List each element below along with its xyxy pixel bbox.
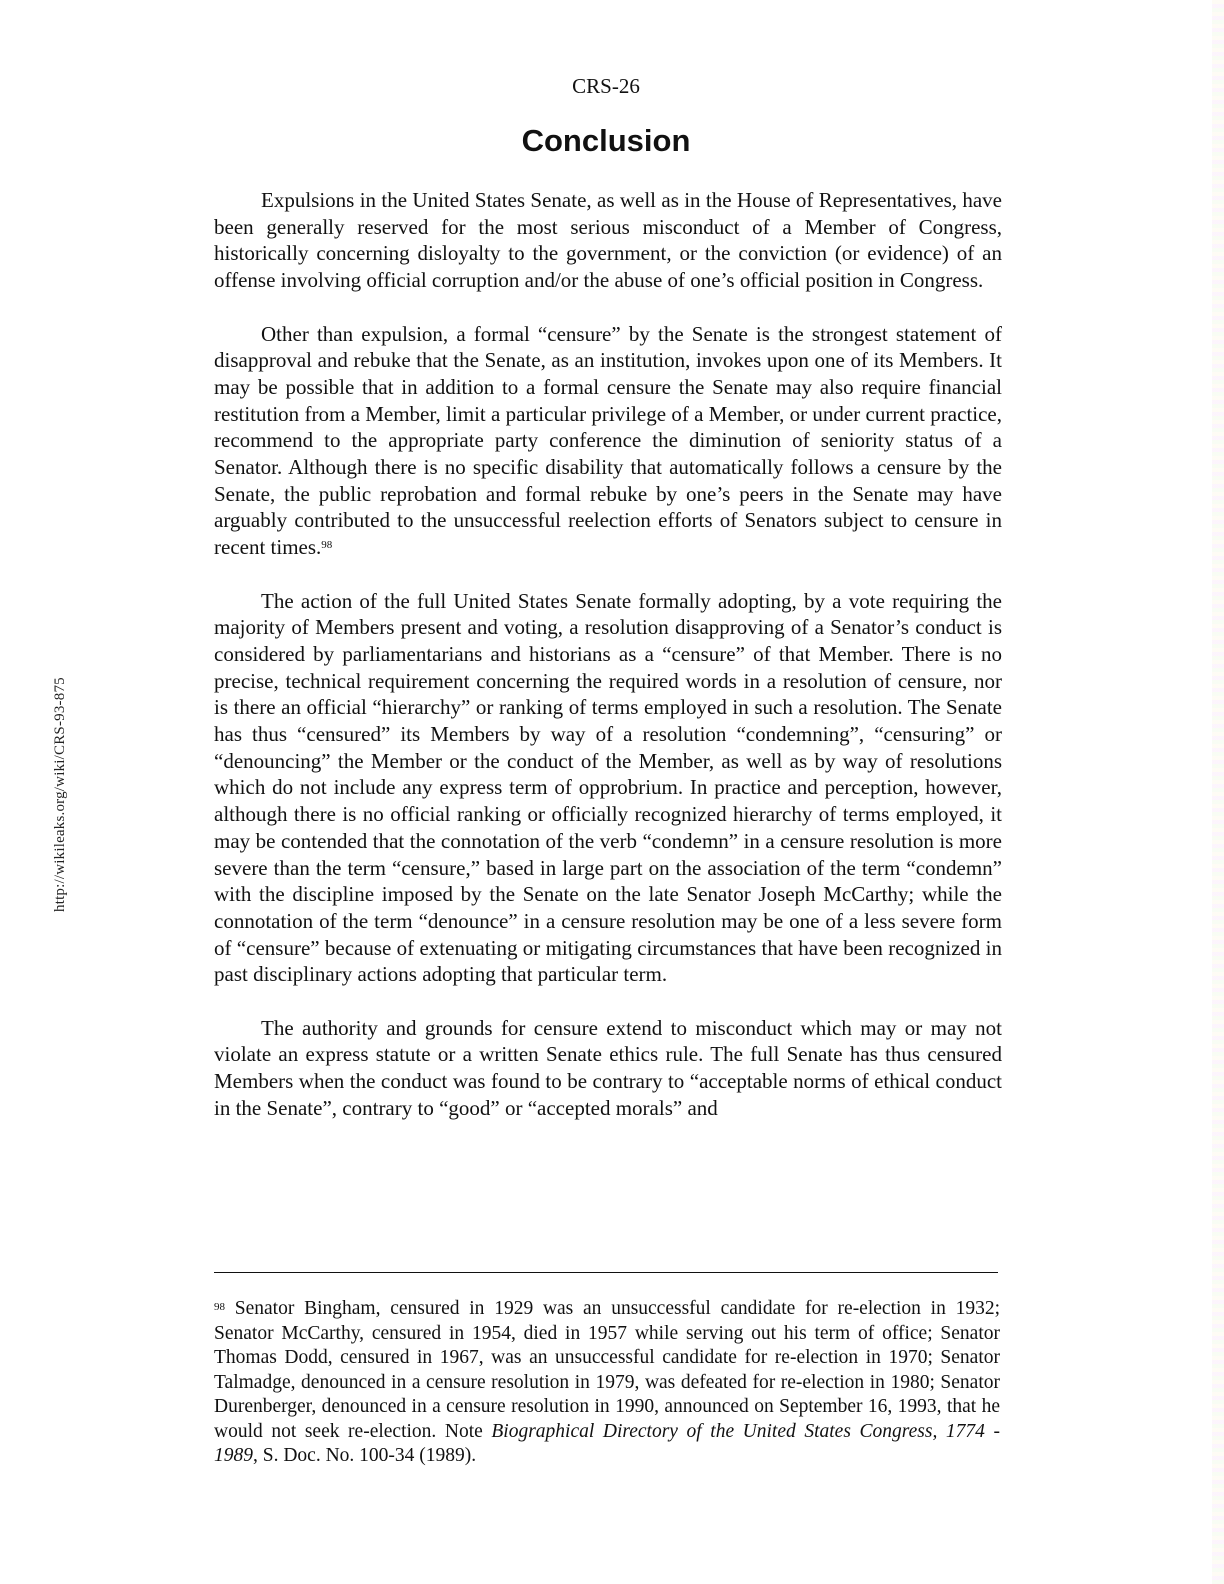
footnote-reference[interactable]: 98	[321, 539, 333, 552]
paragraph-text: The action of the full United States Senate formally adopting, by a vote requiring the majority of Members present and voting, a resolution disapproving of a Senator’s conduct is considered by parliamentarians and historians as a “censure” of that Member. There is no precise, technical requirement concerning the required words in a resolution of censure, nor is there an official “hierarchy” or ranking of terms employed in such a resolution. The Senate has thus “censured” its Members by way of a resolution “condemning”, “censuring” or “denouncing” the Member or the conduct of the Member, as well as by way of resolutions which do not include any express term of opprobrium. In practice and perception, however, although there is no official ranking or officially recognized hierarchy of terms employed, it may be contended that the connotation of the verb “condemn” in a censure resolution is more severe than the term “censure,” based in large part on the association of the term “condemn” with the discipline imposed by the Senate on the late Senator Joseph McCarthy; while the connotation of the term “denounce” in a censure resolution may be one of a less severe form of “censure” because of extenuating or mitigating circumstances that have been recognized in past disciplinary actions adopting that particular term.	[214, 588, 1002, 987]
paragraph-expulsions	[214, 187, 1002, 294]
section-heading: Conclusion	[521, 123, 691, 158]
page-number: CRS-26	[572, 74, 640, 98]
paragraph-full-senate-action	[214, 588, 1002, 989]
scan-edge-artifact	[1212, 0, 1224, 1584]
footnote-text: Senator Bingham, censured in 1929 was an unsuccessful candidate for re-election in 1932; Senator McCarthy, censured in 1954, died in 1957 while serving out his term of office; Senator Thomas Dodd, censured in 1967, was an unsuccessful candidate for re-election in 1970; Senator Talmadge, denounced in a censure resolution in 1979, was defeated for re-election in 1980; Senator Durenberger, denounced in a censure resolution in 1990, announced on September 16, 1993, that he would not seek re-election. Note	[214, 1298, 1001, 1442]
paragraph-authority-grounds	[214, 1015, 1002, 1122]
paragraph-text: The authority and grounds for censure extend to misconduct which may or may not violate an express statute or a written Senate ethics rule. The full Senate has thus censured Members when the conduct was found to be contrary to “acceptable norms of ethical conduct in the Senate”, contrary to “good” or “accepted morals” and	[214, 1015, 1002, 1120]
body-text	[214, 187, 1002, 1122]
paragraph-text: Expulsions in the United States Senate, as well as in the House of Representatives, have been generally reserved for the most serious misconduct of a Member of Congress, historically concerning disloyalty to the government, or the conviction (or evidence) of an offense involving official corruption and/or the abuse of one’s official position in Congress.	[214, 188, 1002, 293]
paragraph-censure-statement	[214, 321, 1002, 561]
source-url-watermark: http://wikileaks.org/wiki/CRS-93-875	[52, 677, 68, 912]
footnote-number: 98	[214, 1301, 225, 1313]
footnote-98	[214, 1297, 1000, 1469]
footnote-citation-title: Biographical Directory of the United States Congress, 1774 - 1989	[214, 1420, 1000, 1466]
footnote-divider	[214, 1272, 998, 1273]
paragraph-text: Other than expulsion, a formal “censure” by the Senate is the strongest statement of disapproval and rebuke that the Senate, as an institution, invokes upon one of its Members. It may be possible that in addition to a formal censure the Senate may also require financial restitution from a Member, limit a particular privilege of a Member, or under current practice, recommend to the appropriate party conference the diminution of seniority status of a Senator. Although there is no specific disability that automatically follows a censure by the Senate, the public reprobation and formal rebuke by one’s peers in the Senate may have arguably contributed to the unsuccessful reelection efforts of Senators subject to censure in recent times.	[214, 321, 1002, 560]
footnote-citation-rest: , S. Doc. No. 100-34 (1989).	[253, 1445, 477, 1466]
